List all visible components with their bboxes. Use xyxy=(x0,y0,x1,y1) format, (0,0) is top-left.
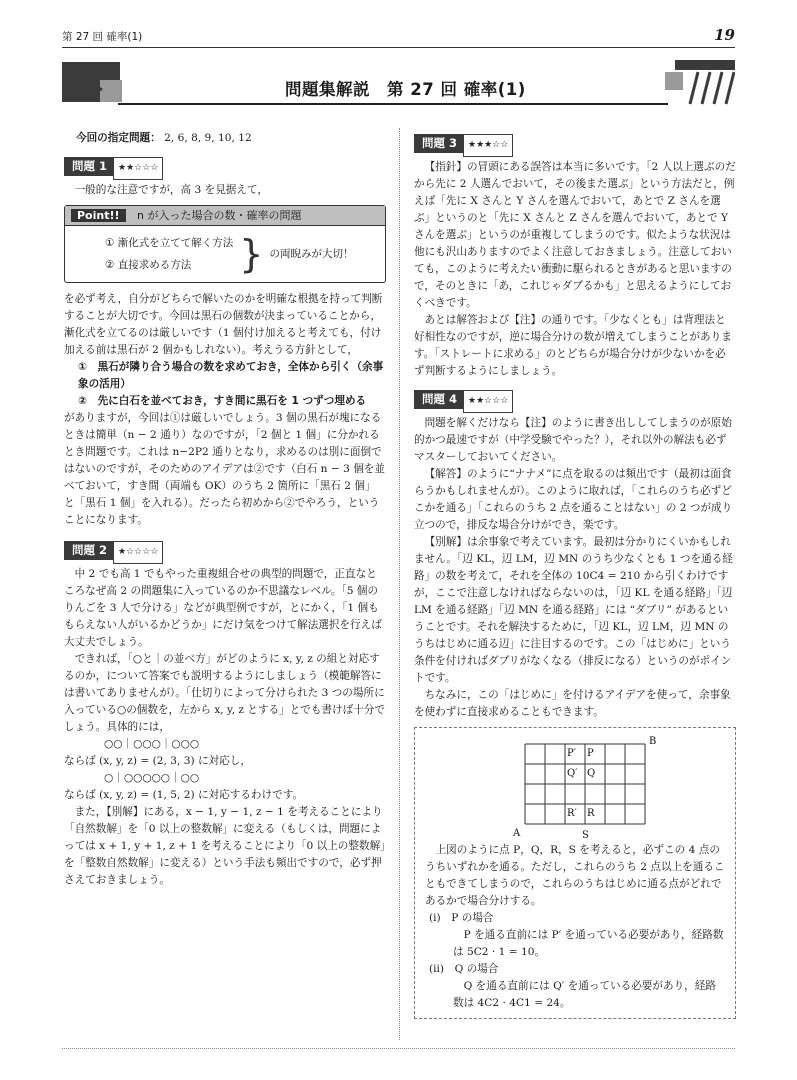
point-title: n が入った場合の数・確率の問題 xyxy=(137,209,302,222)
point-header xyxy=(65,206,385,226)
point-item-2: ② 直接求める方法 xyxy=(105,259,192,271)
q4-stars: ★★☆☆☆ xyxy=(463,390,513,413)
label-A: A xyxy=(513,828,521,839)
q1-item-2: ② 先に白石を並べておき，すき間に黒石を 1 つずつ埋める xyxy=(78,395,367,407)
q2-heading xyxy=(64,537,386,566)
title-underline xyxy=(118,103,668,105)
alt-solution-box xyxy=(414,727,736,1019)
left-column xyxy=(64,130,386,889)
label-R-prime: R′ xyxy=(567,808,577,819)
label-S: S xyxy=(582,830,589,841)
q2-paragraph-1: 中 2 でも高 1 でもやった重複組合せの典型的問題で，正直なところなぜ高 2 の問題集に入っているのか不思議なレベル。「5 個のりんごを 3 人で分ける」などが典型例ですが，とにかく，「1 個ももらえない人がいるかどうか」にだけ気をつけて解法選択を行えば大丈夫でしょう。 xyxy=(64,568,382,648)
q4-paragraph-2: 【解答】のように“ナナメ”に点を取るのは頻出です（最初は面食らうかもしれませんが）。このように取れば，「これらのうち必ずどこかを通る」「これらのうち 2 点を通ることはない」の 2 つが成り立つので，排反な場合分けができ，楽です。 xyxy=(414,468,733,531)
page-title: 問題集解説 第 27 回 確率(1) xyxy=(285,80,526,99)
q2-paragraph-3: また，【別解】にある，x − 1, y − 1, z − 1 を考えることにより「自然数解」を「0 以上の整数解」に変える（もしくは，問題によっては x + 1, y + 1, z + 1 を考えることにより「0 以上の整数解」を「整数自然数解」に変える）という手法も頻出ですので，必ず押さえておきましょう。 xyxy=(64,806,386,886)
point-box xyxy=(64,205,386,283)
q2-then-1: ならば (x, y, z) = (2, 3, 3) に対応し， xyxy=(64,755,251,767)
header-rule xyxy=(62,47,735,48)
label-Q: Q xyxy=(587,768,596,779)
q1-paragraph-1: を必ず考え，自分がどちらで解いたのかを明確な根拠を持って判断することが大切です。今回は黒石の個数が決まっていることから，漸化式を立てるのは厳しいです（1 個付け加えると考えても，付け加える前は黒石が 2 個かもしれない）。考えうる方針として， xyxy=(64,293,383,356)
box-paragraph: 上図のように点 P，Q，R，S を考えると，必ずこの 4 点のうちいずれかを通る。ただし，これらのうち 2 点以上を通ることもできてしまうので，これらのうちはじめに通る点がどれであるかで場合分けする。 xyxy=(425,844,725,907)
q2-tag: 問題 2 xyxy=(64,541,113,560)
grid-diagram xyxy=(425,734,725,842)
q3-paragraph-2: あとは解答および【注】の通りです。「少なくとも」は背理法と好相性なのですが，逆に場合分けの数が増えてしまうことがあります。「ストレートに求める」のとどちらが場合分けが少ないかを必ず判断するようにしましょう。 xyxy=(414,314,732,377)
point-body xyxy=(65,226,385,282)
q4-tag: 問題 4 xyxy=(414,390,463,409)
label-Q-prime: Q′ xyxy=(567,768,578,779)
q1-tag: 問題 1 xyxy=(64,157,113,176)
point-tag: Point!! xyxy=(71,209,126,222)
q1-stars: ★★☆☆☆ xyxy=(113,157,163,180)
label-R: R xyxy=(587,808,595,819)
label-P-prime: P′ xyxy=(567,748,576,759)
q1-paragraph-2: がありますが，今回は①は厳しいでしょう。3 個の黒石が塊になるときは簡単（n − 2 通り）なのですが，「2 個と 1 個」に分かれるとき問題です。これは n−2P2 通りとなり，求めるのは別に面倒ではないのですが，そのためのアイデアは②です（白石 n − 3 個を並べておいて，すき間（両端も OK）のうち 2 箇所に「黒石 2 個」と「黒石 1 個」を入れる）。だったら初めから②でやろう，ということになります。 xyxy=(64,412,385,526)
case-2-body: Q を通る直前には Q′ を通っている必要があり，経路数は 4C2 · 4C1 = 24。 xyxy=(453,980,716,1009)
point-item-1: ① 漸化式を立てて解く方法 xyxy=(105,237,234,249)
right-column xyxy=(414,130,736,1019)
running-header-section: 第 27 回 確率(1) xyxy=(62,31,143,43)
q2-then-2: ならば (x, y, z) = (1, 5, 2) に対応するわけです。 xyxy=(64,789,304,801)
q1-item-1: ① 黒石が隣り合う場合の数を求めておき，全体から引く（余事象の活用） xyxy=(78,361,384,390)
brace-icon: } xyxy=(239,232,264,276)
q3-tag: 問題 3 xyxy=(414,134,463,153)
point-tail: の両睨みが大切！ xyxy=(269,247,354,260)
q1-heading xyxy=(64,153,386,182)
case-2-head: (ii) Q の場合 xyxy=(429,963,499,975)
footer-rule xyxy=(62,1048,735,1049)
q2-sequence-1: ○○｜○○○｜○○○ xyxy=(104,738,200,750)
case-1-body: P を通る直前には P′ を通っている必要があり，経路数は 5C2 · 1 = 10。 xyxy=(453,929,724,958)
label-P: P xyxy=(587,748,594,759)
assigned-values: 2, 6, 8, 9, 10, 12 xyxy=(164,132,252,144)
q2-stars: ★☆☆☆☆ xyxy=(113,541,163,564)
assigned-problems xyxy=(76,130,386,147)
q3-paragraph-1: 【指針】の冒頭にある誤答は本当に多いです。「2 人以上選ぶのだから先に 2 人選んでおいて，その後また選ぶ」という方法だと，例えば「先に X さんと Y さんを選んでおいて，あとで Z さんを選ぶ」というのと「先に X さんと Z さんを選んでおいて，あとで Y さんを選ぶ」というのが重複してしまうのです。似たような状況は他にも沢山ありますのでよく注意しておきましょう。注意しておいても，このように考えたい衝動に駆られるときがあると思いますので，そのときに「あ，これじゃダブるかも」と思えるようにしておくべきです。 xyxy=(414,161,736,309)
q4-heading xyxy=(414,386,736,415)
case-1-head: (i) P の場合 xyxy=(429,912,494,924)
q4-paragraph-4: ちなみに，この「はじめに」を付けるアイデアを使って，余事象を使わずに直接求めることもできます。 xyxy=(414,689,731,718)
q2-sequence-2: ○｜○○○○○｜○○ xyxy=(104,772,200,784)
q2-paragraph-2: できれば，「○と｜の並べ方」がどのように x, y, z の組と対応するのか，について答案でも説明するようにしましょう（模範解答には書いてありませんが）。「仕切りによって分けられた 3 つの場所に入っている○の個数を，左から x, y, z とする」とでも書けば十分でしょう。具体的には， xyxy=(64,653,386,733)
label-B: B xyxy=(649,736,657,747)
q4-paragraph-1: 問題を解くだけなら【注】のように書き出ししてしまうのが原始的かつ最速ですが（中学受験でやった？），それ以外の解法も必ずマスターしておいてください。 xyxy=(414,417,732,463)
q3-heading xyxy=(414,130,736,159)
assigned-label: 今回の指定問題： xyxy=(76,132,161,144)
q3-stars: ★★★☆☆ xyxy=(463,134,513,157)
q1-intro: 一般的な注意ですが，高 3 を見据えて， xyxy=(74,184,268,196)
q4-paragraph-3: 【別解】は余事象で考えています。最初は分かりにくいかもしれません。「辺 KL，辺 LM，辺 MN のうち少なくとも 1 つを通る経路」の数を考えて，それを全体の 10C4 = 210 から引くわけですが，ここで注意しなければならないのは，「辺 KL を通る経路」「辺 LM を通る経路」「辺 MN を通る経路」には “ダブリ” があるということです。それを解決するために，「辺 KL，辺 LM，辺 MN のうちはじめに通る辺」に注目するのです。この「はじめに」という条件を付ければダブリがなくなる（排反になる）というのがポイントです。 xyxy=(414,536,733,684)
column-divider xyxy=(399,128,400,1040)
page-number: 19 xyxy=(714,26,735,44)
